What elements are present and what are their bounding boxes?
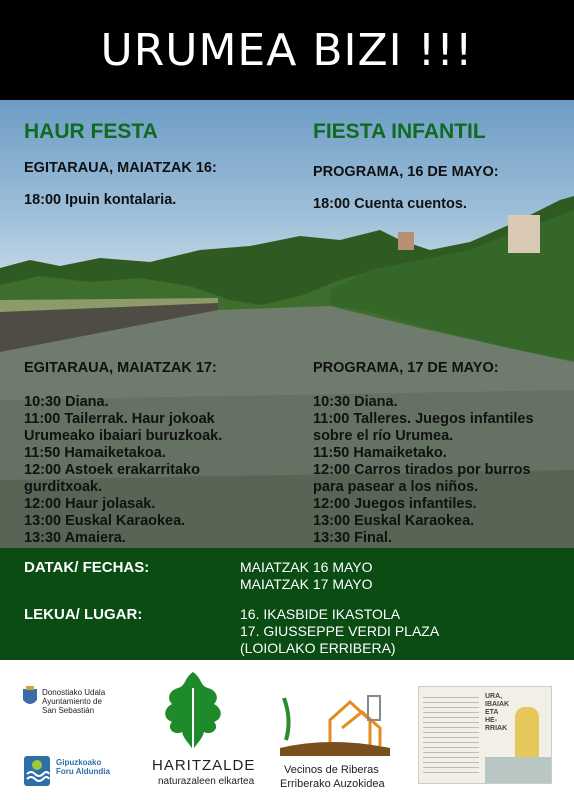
list-item: 11:50 Hamaiketako. — [313, 445, 447, 461]
list-item: 11:50 Hamaiketakoa. — [24, 445, 166, 461]
gipuzkoa-line1: Gipuzkoako — [56, 758, 102, 767]
basque-program2-list — [24, 394, 222, 547]
list-item: 12:00 Haur jolasak. — [24, 496, 156, 512]
donostia-shield-icon — [22, 686, 38, 708]
list-item: Urumeako ibaiari buruzkoak. — [24, 428, 223, 444]
list-item: 12:00 Juegos infantiles. — [313, 496, 477, 512]
basque-program2-title: EGITARAUA, MAIATZAK 17: — [24, 360, 217, 376]
list-item: para pasear a los niños. — [313, 479, 479, 495]
list-item: 10:30 Diana. — [24, 394, 109, 410]
list-item: gurditxoak. — [24, 479, 103, 495]
basque-program1-item: 18:00 Ipuin kontalaria. — [24, 192, 177, 208]
spanish-program2-list — [313, 394, 534, 547]
sponsor-logos — [0, 660, 574, 800]
list-item: 13:00 Euskal Karaokea. — [313, 513, 475, 529]
donostia-line3: San Sebastián — [42, 706, 95, 715]
haritzalde-name: HARITZALDE — [152, 757, 256, 774]
poster-thumbnail-text: URA, IBAIAK ETA HE- RRIAK — [485, 693, 510, 732]
list-item: 13:30 Amaiera. — [24, 530, 126, 546]
basque-heading: HAUR FESTA — [24, 120, 158, 143]
list-item: 11:00 Tailerrak. Haur jokoak — [24, 411, 215, 427]
list-item: 13:00 Euskal Karaokea. — [24, 513, 186, 529]
basque-program1-title: EGITARAUA, MAIATZAK 16: — [24, 160, 217, 176]
list-item: 12:00 Carros tirados por burros — [313, 462, 531, 478]
list-item: 12:00 Astoek erakarritako — [24, 462, 200, 478]
vecinos-line1: Vecinos de Riberas — [284, 764, 379, 776]
gipuzkoa-emblem-icon — [22, 754, 52, 788]
spanish-program2-title: PROGRAMA, 17 DE MAYO: — [313, 360, 499, 376]
gipuzkoa-line2: Foru Aldundia — [56, 767, 110, 776]
haritzalde-sub: naturazaleen elkartea — [158, 776, 255, 787]
vecinos-line2: Erriberako Auzokidea — [280, 778, 385, 790]
riverside-houses-icon — [280, 690, 390, 756]
oak-leaf-icon — [150, 668, 236, 754]
list-item: 11:00 Talleres. Juegos infantiles — [313, 411, 534, 427]
river-photo — [0, 100, 574, 548]
spanish-heading: FIESTA INFANTIL — [313, 120, 486, 143]
poster-title: URUMEA BIZI !!! — [100, 24, 474, 76]
list-item: 13:30 Final. — [313, 530, 392, 546]
dates-value: MAIATZAK 16 MAYO MAIATZAK 17 MAYO — [240, 559, 373, 592]
place-label: LEKUA/ LUGAR: — [24, 606, 143, 623]
donostia-line1: Donostiako Udala — [42, 688, 106, 697]
poster-thumbnail — [418, 686, 552, 784]
dates-label: DATAK/ FECHAS: — [24, 559, 150, 576]
building — [398, 232, 414, 250]
list-item: 10:30 Diana. — [313, 394, 398, 410]
place-value: 16. IKASBIDE IKASTOLA 17. GIUSSEPPE VERDI PLAZA (LOIOLAKO ERRIBERA) — [240, 606, 440, 656]
donostia-line2: Ayuntamiento de — [42, 697, 102, 706]
spanish-program1-title: PROGRAMA, 16 DE MAYO: — [313, 164, 499, 180]
title-bar — [0, 0, 574, 100]
list-item: sobre el río Urumea. — [313, 428, 454, 444]
building — [508, 215, 540, 253]
info-bar — [0, 548, 574, 660]
spanish-program1-item: 18:00 Cuenta cuentos. — [313, 196, 467, 212]
